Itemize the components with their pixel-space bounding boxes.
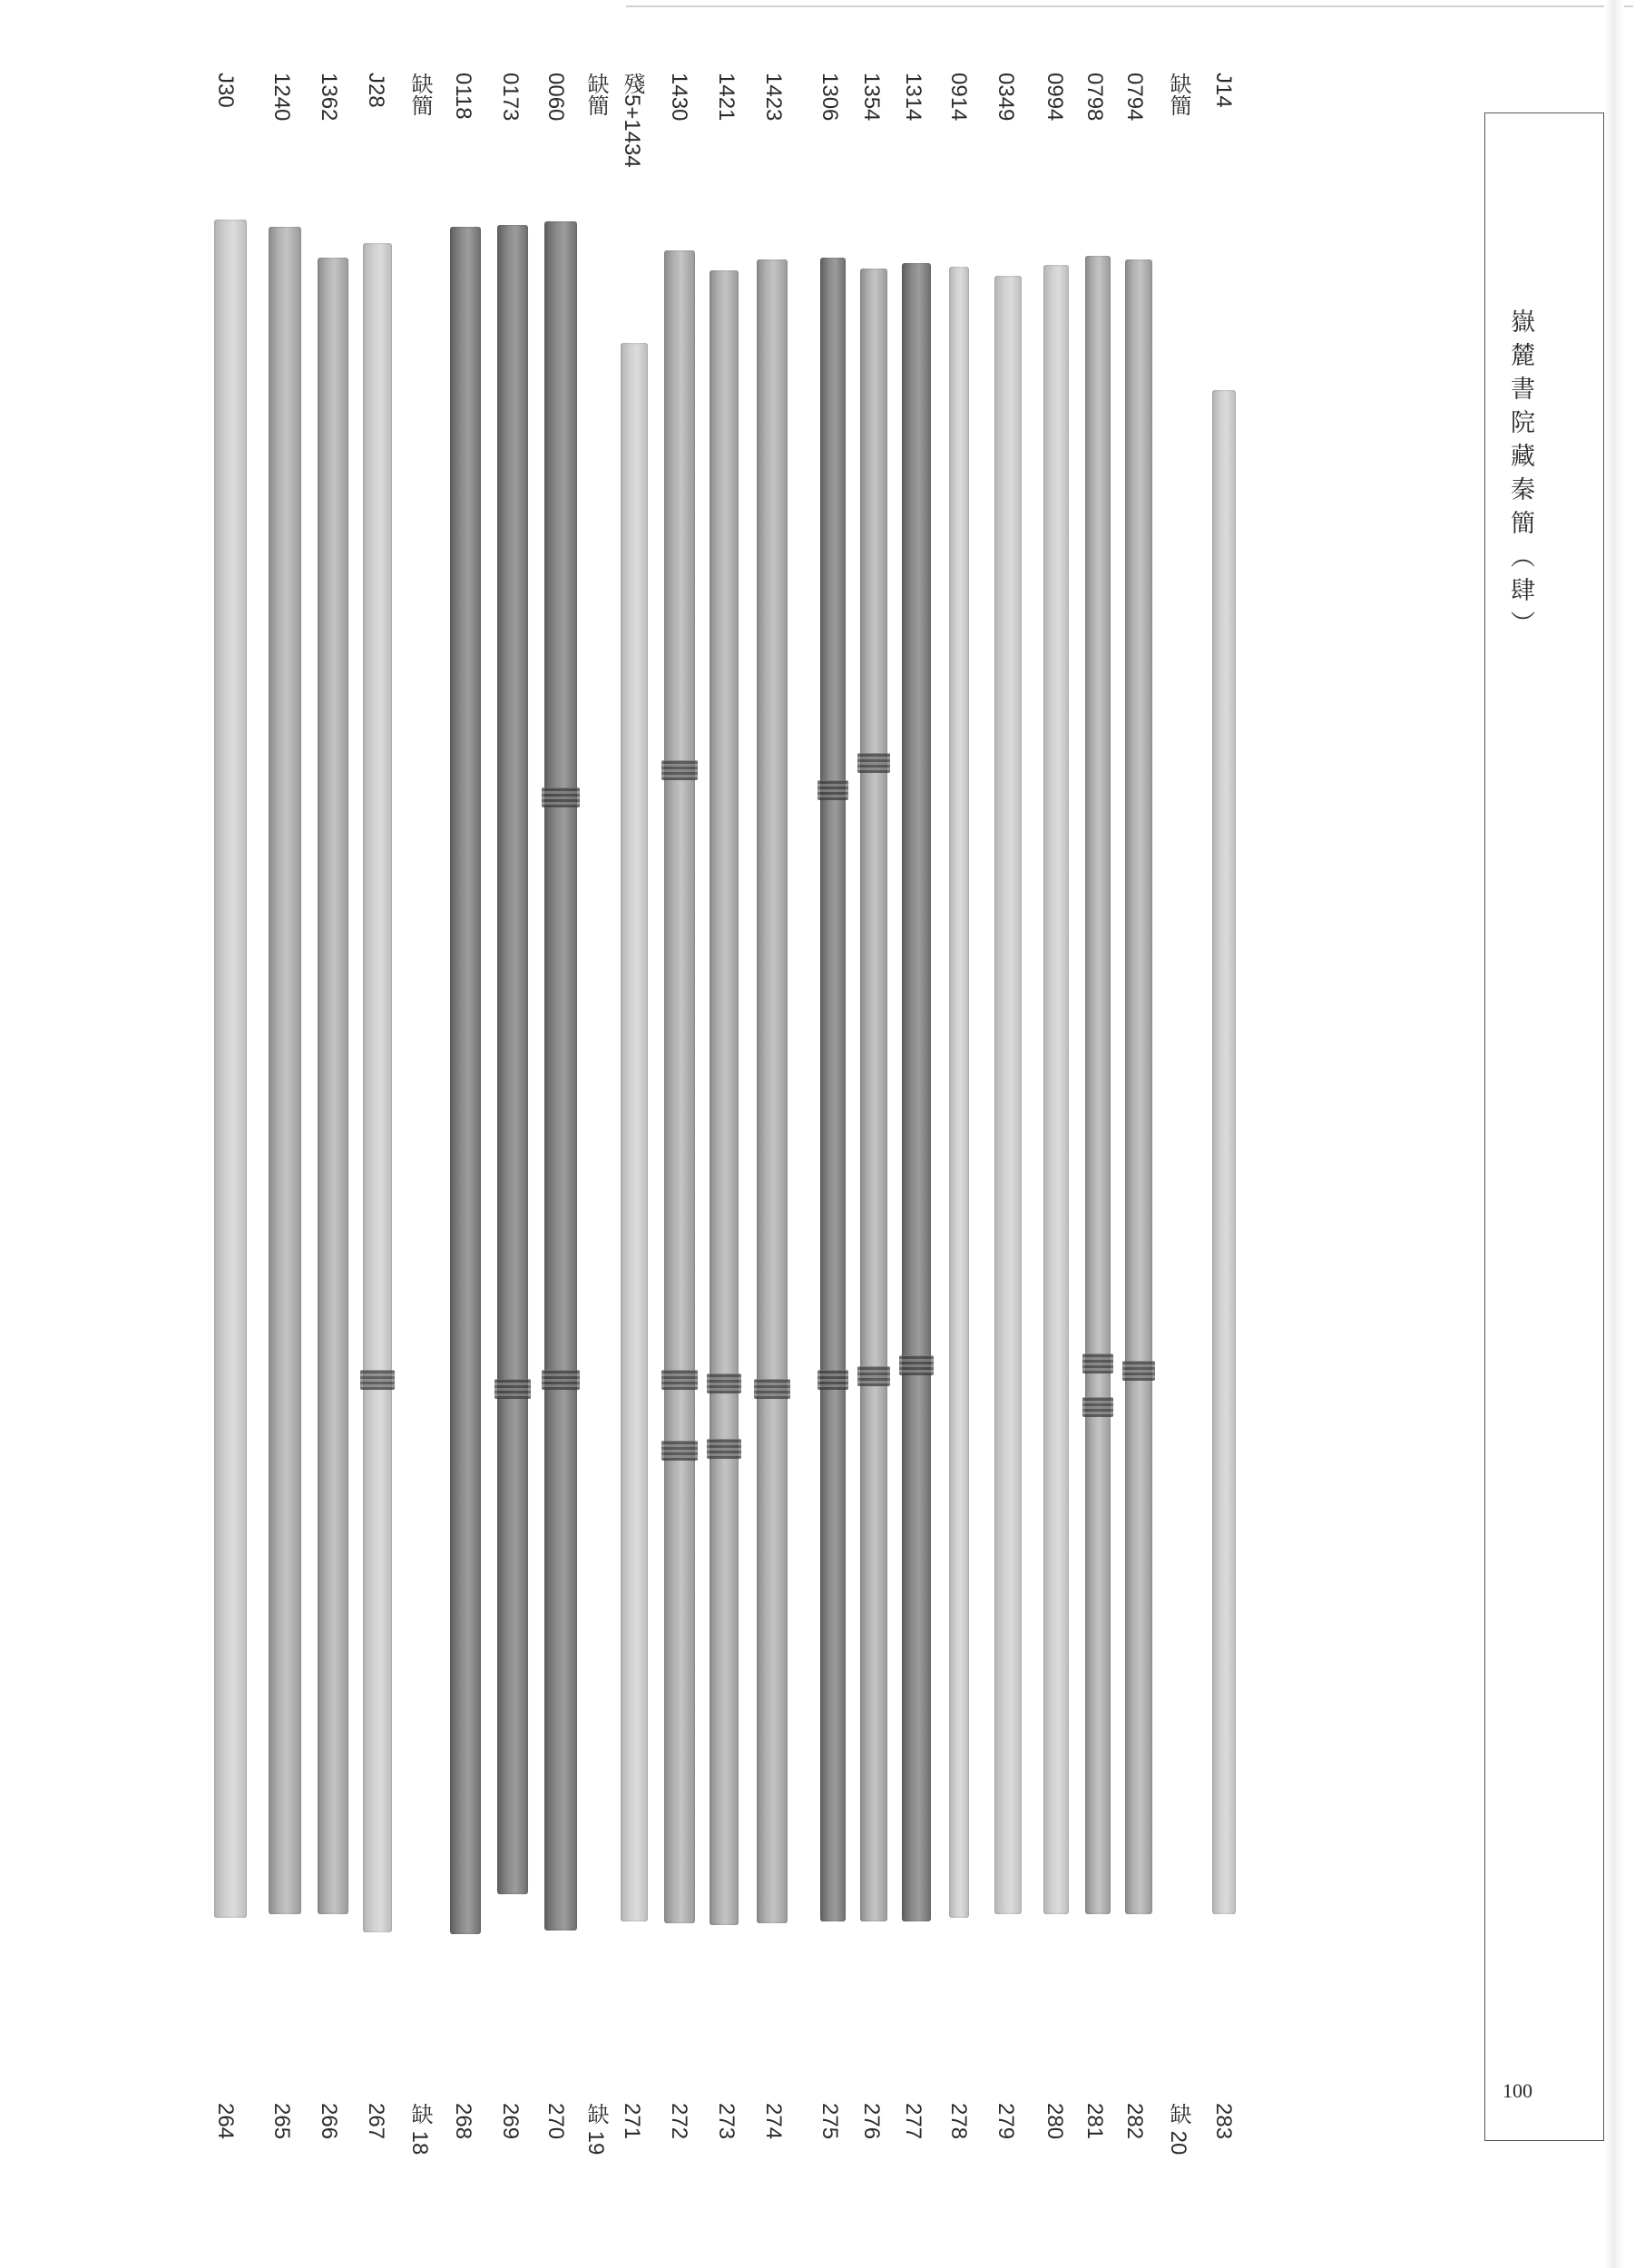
catalog-number-label: 0173	[498, 73, 523, 122]
catalog-number-label: 缺簡	[583, 73, 608, 116]
catalog-number-label: 0349	[994, 73, 1018, 122]
slip-number-label: 273	[714, 2103, 739, 2140]
binding-cord-mark	[1082, 1397, 1113, 1417]
slip-number-label: 缺 19	[583, 2103, 608, 2156]
slip-number-label: 265	[269, 2103, 294, 2140]
bamboo-slip-image	[664, 250, 695, 1923]
binding-cord-mark	[494, 1379, 531, 1399]
slip-number-label: 279	[994, 2103, 1018, 2140]
binding-cord-mark	[754, 1379, 790, 1399]
slip-number-label: 272	[667, 2103, 691, 2140]
binding-cord-mark	[661, 1441, 698, 1461]
binding-cord-mark	[818, 780, 848, 800]
catalog-number-label: 1354	[859, 73, 884, 122]
slip-number-label: 268	[451, 2103, 475, 2140]
catalog-number-label: 1314	[901, 73, 925, 122]
binding-cord-mark	[707, 1439, 741, 1459]
slip-number-label: 277	[901, 2103, 925, 2140]
binding-cord-mark	[1082, 1354, 1113, 1374]
catalog-number-label: 1240	[269, 73, 294, 122]
slip-number-label: 283	[1211, 2103, 1236, 2140]
slip-number-label: 267	[364, 2103, 388, 2140]
binding-cord-mark	[1122, 1361, 1155, 1381]
slip-number-label: 264	[213, 2103, 238, 2140]
bamboo-slip-image	[363, 243, 392, 1932]
bamboo-slip-image	[902, 263, 931, 1921]
bamboo-slip-image	[318, 258, 348, 1914]
binding-cord-mark	[542, 1370, 580, 1390]
bamboo-slip-image	[860, 269, 887, 1921]
catalog-number-label: 1423	[761, 73, 786, 122]
binding-cord-mark	[661, 760, 698, 780]
binding-cord-mark	[899, 1355, 934, 1375]
bamboo-slip-image	[1043, 265, 1069, 1914]
slip-number-label: 275	[818, 2103, 842, 2140]
bamboo-slip-image	[710, 270, 739, 1925]
catalog-number-label: 1421	[714, 73, 739, 122]
running-title: 嶽麓書院藏秦簡（肆）	[1506, 308, 1534, 644]
page-number: 100	[1503, 2079, 1532, 2102]
catalog-number-label: 0060	[543, 73, 568, 122]
page-edge-shadow	[1604, 0, 1624, 2268]
bamboo-slip-image	[214, 220, 247, 1918]
catalog-number-label: 0118	[451, 73, 475, 120]
slip-number-label: 266	[317, 2103, 341, 2140]
slip-number-label: 缺 20	[1166, 2103, 1190, 2156]
bamboo-slip-image	[497, 225, 528, 1894]
binding-cord-mark	[857, 753, 890, 773]
slip-number-label: 缺 18	[407, 2103, 432, 2156]
binding-cord-mark	[542, 787, 580, 807]
bamboo-slip-image	[1212, 390, 1236, 1914]
catalog-number-label: 1430	[667, 73, 691, 122]
bamboo-slip-image	[621, 343, 648, 1921]
binding-cord-mark	[818, 1370, 848, 1390]
slip-number-label: 278	[946, 2103, 971, 2140]
binding-cord-mark	[360, 1370, 395, 1390]
bamboo-slip-image	[544, 221, 577, 1931]
slip-number-label: 269	[498, 2103, 523, 2140]
catalog-number-label: 缺簡	[407, 73, 432, 116]
bamboo-slip-image	[1085, 256, 1111, 1914]
binding-cord-mark	[707, 1374, 741, 1393]
binding-cord-mark	[857, 1366, 890, 1386]
slip-number-label: 281	[1082, 2103, 1107, 2140]
bamboo-slip-image	[1125, 259, 1152, 1914]
bamboo-slip-image	[994, 276, 1022, 1914]
bamboo-slip-image	[949, 267, 969, 1918]
catalog-number-label: 0794	[1122, 73, 1147, 122]
bamboo-slip-image	[450, 227, 481, 1934]
catalog-number-label: 1306	[818, 73, 842, 122]
slip-number-label: 271	[620, 2103, 644, 2140]
catalog-number-label: 殘5+1434	[620, 73, 644, 168]
slip-number-label: 270	[543, 2103, 568, 2140]
catalog-number-label: 0914	[946, 73, 971, 122]
catalog-number-label: J14	[1211, 73, 1236, 108]
catalog-number-label: 缺簡	[1166, 73, 1190, 116]
top-rule	[626, 5, 1633, 7]
slip-number-label: 280	[1043, 2103, 1067, 2140]
slip-number-label: 282	[1122, 2103, 1147, 2140]
bamboo-slip-image	[269, 227, 301, 1914]
binding-cord-mark	[661, 1370, 698, 1390]
slip-number-label: 274	[761, 2103, 786, 2140]
catalog-number-label: 0994	[1043, 73, 1067, 122]
catalog-number-label: 1362	[317, 73, 341, 122]
catalog-number-label: J30	[213, 73, 238, 108]
bamboo-slip-image	[757, 259, 788, 1923]
catalog-number-label: 0798	[1082, 73, 1107, 122]
catalog-number-label: J28	[364, 73, 388, 108]
slip-number-label: 276	[859, 2103, 884, 2140]
bamboo-slip-image	[820, 258, 846, 1921]
